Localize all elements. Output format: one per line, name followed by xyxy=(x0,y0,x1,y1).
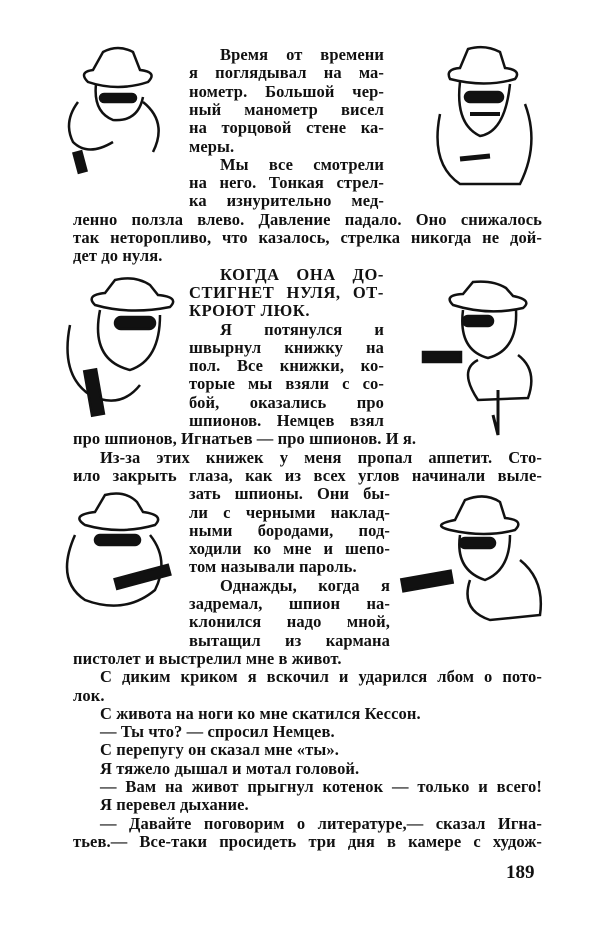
text-line: так неторопливо, что казалось, стрелка никогда не дой- xyxy=(73,228,542,247)
text-line: — Ты что? — спросил Немцев. xyxy=(100,722,335,742)
text-line: том называли пароль. xyxy=(189,557,357,577)
text-line: швырнул книжку на xyxy=(189,337,384,357)
text-line: — Вам на живот прыгнул котенок — только и всего! xyxy=(100,777,542,796)
text-line: пистолет и выстрелил мне в живот. xyxy=(73,648,342,668)
text-line: вытащил из кармана xyxy=(189,630,390,650)
text-line: Время от времени xyxy=(220,45,384,64)
text-line: С перепугу он сказал мне «ты». xyxy=(100,740,339,760)
heading-line: КОГДА ОНА ДО- xyxy=(220,264,384,284)
text-line: Я тяжело дышал и мотал головой. xyxy=(100,758,360,778)
text-line: ка изнурительно мед- xyxy=(189,191,384,211)
text-line: ило закрыть глаза, как из всех углов начинали выле- xyxy=(73,465,542,485)
text-line: ли с черными наклад- xyxy=(189,502,390,522)
text-line: зать шпионы. Они бы- xyxy=(189,484,390,504)
text-line: ными бородами, под- xyxy=(189,520,390,540)
text-line: на него. Тонкая стрел- xyxy=(189,173,384,193)
spy-illustration-top-right xyxy=(430,44,542,194)
spy-illustration-lower-right xyxy=(400,490,545,625)
text-line: шпионов. Немцев взял xyxy=(189,411,384,430)
text-line: бой, оказались про xyxy=(189,392,384,412)
text-line: дет до нуля. xyxy=(73,246,163,266)
text-line: тьев.— Все-таки просидеть три дня в камере с худож- xyxy=(73,831,542,851)
spy-illustration-top-left xyxy=(58,42,183,177)
text-line: меры. xyxy=(189,136,235,156)
text-line: на торцовой стене ка- xyxy=(189,118,384,138)
text-line: С живота на ноги ко мне скатился Кессон. xyxy=(100,703,421,723)
text-line: С диким криком я вскочил и ударился лбом о пото- xyxy=(100,667,542,687)
page-number: 189 xyxy=(506,862,535,883)
text-line: лок. xyxy=(73,685,105,705)
text-line: я поглядывал на ма- xyxy=(189,63,384,83)
heading-line: СТИГНЕТ НУЛЯ, ОТ- xyxy=(189,282,384,302)
spy-illustration-mid-left xyxy=(60,275,188,420)
text-line: Из-за этих книжек у меня пропал аппетит. Сто- xyxy=(100,447,542,467)
text-line: Я потянулся и xyxy=(220,319,384,339)
text-line: — Давайте поговорим о литературе,— сказал Игна- xyxy=(100,813,542,833)
spy-illustration-mid-right xyxy=(418,280,543,440)
text-line: ный манометр висел xyxy=(189,99,384,119)
text-line: нометр. Большой чер- xyxy=(189,81,384,101)
text-line: торые мы взяли с со- xyxy=(189,374,384,394)
text-line: Однажды, когда я xyxy=(220,575,390,595)
text-line: задремал, шпион на- xyxy=(189,594,390,613)
spy-illustration-lower-left xyxy=(55,490,185,615)
text-line: пол. Все книжки, ко- xyxy=(189,356,384,376)
text-line: ходили ко мне и шепо- xyxy=(189,539,390,559)
text-line: Я перевел дыхание. xyxy=(100,795,249,815)
text-line: клонился надо мной, xyxy=(189,612,390,632)
text-line: Мы все смотрели xyxy=(220,154,384,174)
text-line: про шпионов, Игнатьев — про шпионов. И я. xyxy=(73,429,417,449)
heading-line: КРОЮТ ЛЮК. xyxy=(189,301,311,321)
text-line: ленно ползла влево. Давление падало. Оно снижалось xyxy=(73,209,542,229)
